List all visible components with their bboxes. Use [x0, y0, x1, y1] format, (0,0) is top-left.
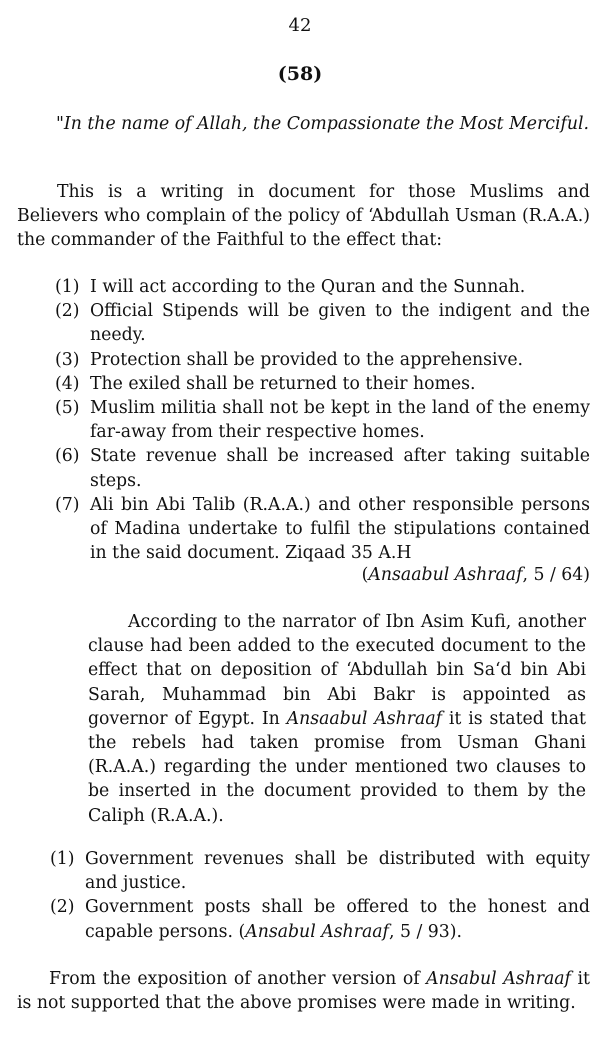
citation-reference: , 5 / 64) [522, 565, 590, 585]
item-number: (2) [50, 897, 75, 918]
item-number: (6) [55, 446, 80, 467]
closing-text-1: From the exposition of another version of [49, 969, 427, 989]
list-item [55, 372, 590, 396]
list-item [55, 299, 590, 347]
item-text: Official Stipends will be given to the indigent and the needy. [90, 301, 590, 346]
narrator-paragraph [88, 610, 586, 828]
citation-title: Ansaabul Ashraaf [368, 565, 523, 585]
narrator-title: Ansaabul Ashraaf [286, 708, 443, 729]
citation-reference: , 5 / 93). [388, 921, 462, 942]
citation-title: Ansabul Ashraaf [245, 921, 389, 942]
closing-text-2: it is not supported that the above promises were made in writing. [17, 969, 590, 1014]
list-item [55, 444, 590, 492]
closing-title: Ansabul Ashraaf [426, 969, 571, 989]
list-item [55, 396, 590, 444]
citation [362, 563, 590, 587]
item-text: State revenue shall be increased after taking suitable steps. [90, 446, 590, 491]
item-number: (1) [50, 849, 75, 869]
closing-paragraph [17, 967, 590, 1015]
item-text: Muslim militia shall not be kept in the land of the enemy far-away from their respective homes. [90, 398, 590, 443]
item-number: (4) [55, 373, 80, 394]
item-text: Government posts shall be offered to the honest and capable persons. [85, 897, 590, 942]
list-item [50, 847, 590, 895]
clause-list [50, 847, 590, 944]
citation-open: ( [238, 921, 246, 942]
intro-paragraph: This is a writing in document for those Muslims and Believers who complain of the policy of ‘Abdullah Usman (R.A.A.) the commander of the Faithful to the effect that: [17, 182, 590, 251]
item-number: (2) [55, 301, 80, 322]
citation-open: ( [361, 565, 369, 585]
narrator-text-2: it is stated that the rebels had taken promise from Usman Ghani (R.A.A.) regarding the under mentioned two clauses to be inserted in the document provided to them by the Caliph (R.A.A.). [88, 708, 587, 826]
invocation: "In the name of Allah, the Compassionate the Most Merciful. [55, 114, 590, 134]
item-text: Protection shall be provided to the apprehensive. [90, 349, 524, 370]
item-number: (5) [55, 398, 80, 419]
item-text: The exiled shall be returned to their homes. [90, 373, 476, 394]
page-number: 42 [288, 15, 312, 36]
item-number: (1) [55, 277, 80, 297]
list-item [55, 348, 590, 372]
list-item [55, 275, 590, 299]
item-number: (7) [55, 494, 80, 515]
item-number: (3) [55, 349, 80, 370]
stipulation-list [55, 275, 590, 565]
item-text: Government revenues shall be distributed with equity and justice. [85, 849, 590, 894]
document-number: (58) [277, 63, 323, 85]
item-text: Ali bin Abi Talib (R.A.A.) and other responsible persons of Madina undertake to fulfil the stipulations contained in the said document. Ziqaad 35 A.H [90, 494, 590, 564]
item-text: I will act according to the Quran and the Sunnah. [90, 277, 526, 297]
list-item [55, 493, 590, 566]
narrator-text-1: According to the narrator of Ibn Asim Kufi, another clause had been added to the executed document to the effect that on deposition of ‘Abdullah bin Sa‘d bin Abi Sarah, Muhammad bin Abi Bakr is appointed as governor of Egypt. In [88, 612, 586, 729]
list-item [50, 895, 590, 943]
